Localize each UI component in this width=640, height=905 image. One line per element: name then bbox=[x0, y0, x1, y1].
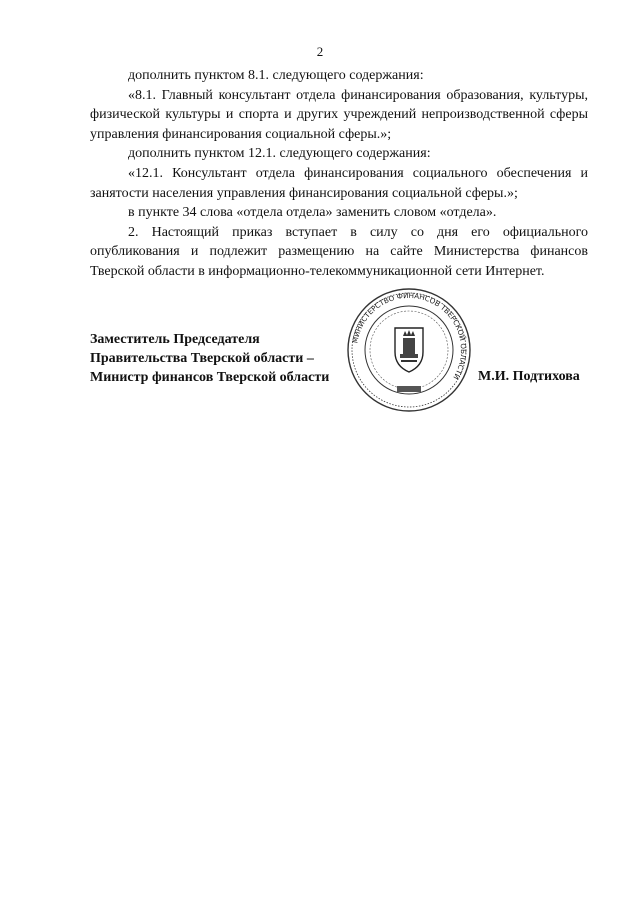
official-seal bbox=[345, 286, 473, 414]
paragraph: «8.1. Главный консультант отдела финансирования образования, культуры, физической культуры и спорта и других учреждений непроизводственной сферы управления финансирования социальной сферы.»; bbox=[90, 87, 588, 142]
page-number: 2 bbox=[316, 44, 324, 59]
paragraph: дополнить пунктом 12.1. следующего содержания: bbox=[128, 146, 431, 162]
signature-title-line: Правительства Тверской области – bbox=[90, 351, 314, 366]
signature-title-line: Заместитель Председателя bbox=[90, 332, 260, 347]
paragraph: дополнить пунктом 8.1. следующего содержания: bbox=[128, 68, 424, 83]
paragraph: в пункте 34 слова «отдела отдела» заменить словом «отдела». bbox=[128, 205, 497, 221]
coat-of-arms-icon bbox=[395, 328, 423, 372]
paragraph: 2. Настоящий приказ вступает в силу со дня его официального опубликования и подлежит размещению на сайте Министерства финансов Тверской области в информационно-телекоммуникационной сети Интернет. bbox=[90, 224, 588, 279]
seal-outer-text: МИНИСТЕРСТВО ФИНАНСОВ ТВЕРСКОЙ ОБЛАСТИ bbox=[350, 290, 469, 382]
signature-title-line: Министр финансов Тверской области bbox=[90, 370, 330, 385]
seal-stamp-mark bbox=[397, 386, 421, 392]
signer-name: М.И. Подтихова bbox=[478, 369, 580, 384]
paragraph: «12.1. Консультант отдела финансирования социального обеспечения и занятости населения управления финансирования социальной сферы.»; bbox=[90, 165, 588, 201]
signature-title bbox=[90, 330, 329, 387]
document-body bbox=[90, 66, 588, 282]
